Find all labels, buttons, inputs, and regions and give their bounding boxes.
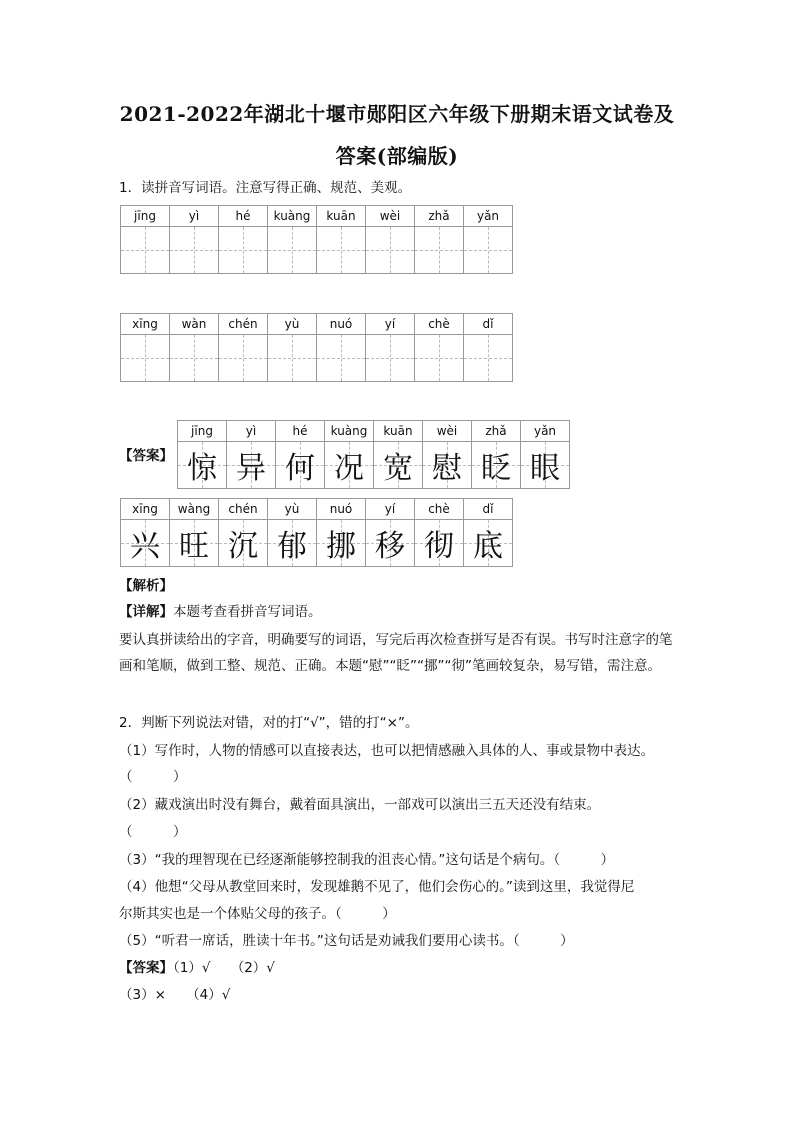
- explanation-paragraph: 要认真拼读给出的字音，明确要写的词语，写完后再次检查拼写是否有误。书写时注意字的笔画和笔顺，做到工整、规范、正确。本题“慰”“眨”“挪”“彻”笔画较复杂，易写错，需注意。: [119, 632, 673, 674]
- answer-cell: [178, 420, 227, 489]
- pinyin-label: wèi: [423, 421, 471, 442]
- pinyin-label: kuān: [317, 206, 365, 227]
- pinyin-label: wèi: [366, 206, 414, 227]
- document-title-line1: 2021-2022年湖北十堰市郧阳区六年级下册期末语文试卷及: [119, 102, 675, 126]
- answer-cell: [121, 498, 170, 567]
- analysis-label: 【解析】: [119, 578, 173, 594]
- pinyin-label: xīng: [121, 499, 169, 520]
- pinyin-label: yù: [268, 314, 316, 335]
- pinyin-label: chén: [219, 499, 267, 520]
- document-title-line2: 答案(部编版): [335, 144, 459, 168]
- grid-cell[interactable]: [415, 205, 464, 274]
- pinyin-label: jīng: [121, 206, 169, 227]
- q2-answer-line1: [119, 958, 275, 978]
- pinyin-label: chè: [415, 499, 463, 520]
- answer-character: 慰: [432, 451, 462, 486]
- answer-cell: [415, 498, 464, 567]
- pinyin-label: yù: [268, 499, 316, 520]
- grid-cell[interactable]: [219, 313, 268, 382]
- answer-cell: [366, 498, 415, 567]
- q2-item-4-line2: 尔斯其实也是一个体贴父母的孩子。（ ）: [119, 906, 396, 922]
- grid-cell[interactable]: [268, 205, 317, 274]
- q2-item-4-line1: （4）他想“父母从教堂回来时，发现雄鹅不见了，他们会伤心的。”读到这里，我觉得尼: [119, 879, 635, 895]
- blank-grid-row-2: [120, 313, 513, 382]
- answer-character: 眼: [530, 451, 560, 486]
- q2-answer-line2: （3）× （4）√: [119, 987, 231, 1003]
- pinyin-label: yǎn: [464, 206, 512, 227]
- answer-character: 挪: [326, 529, 356, 564]
- pinyin-label: chén: [219, 314, 267, 335]
- answer-cell: [317, 498, 366, 567]
- answer-grid-row-1: [177, 420, 570, 489]
- grid-cell[interactable]: [268, 313, 317, 382]
- pinyin-label: nuó: [317, 499, 365, 520]
- grid-cell[interactable]: [317, 205, 366, 274]
- pinyin-label: yí: [366, 499, 414, 520]
- answer-character: 眨: [481, 451, 511, 486]
- question-1-prompt: 1．读拼音写词语。注意写得正确、规范、美观。: [119, 180, 412, 196]
- pinyin-label: hé: [219, 206, 267, 227]
- pinyin-label: dǐ: [464, 314, 512, 335]
- grid-cell[interactable]: [317, 313, 366, 382]
- q2-item-1-blank[interactable]: （ ）: [119, 769, 187, 785]
- answer-character: 兴: [130, 529, 160, 564]
- q2-answer-values-1: （1）√ （2）√: [173, 960, 275, 976]
- pinyin-label: zhǎ: [472, 421, 520, 442]
- grid-cell[interactable]: [464, 205, 513, 274]
- pinyin-label: zhǎ: [415, 206, 463, 227]
- grid-cell[interactable]: [121, 313, 170, 382]
- answer-character: 移: [375, 529, 405, 564]
- pinyin-label: wàn: [170, 314, 218, 335]
- grid-cell[interactable]: [219, 205, 268, 274]
- grid-cell[interactable]: [415, 313, 464, 382]
- pinyin-label: yì: [170, 206, 218, 227]
- answer-cell: [276, 420, 325, 489]
- answer-cell: [464, 498, 513, 567]
- grid-cell[interactable]: [121, 205, 170, 274]
- q2-item-3: （3）“我的理智现在已经逐渐能够控制我的沮丧心情。”这句话是个病句。（ ）: [119, 852, 615, 868]
- grid-cell[interactable]: [170, 313, 219, 382]
- answer-cell: [170, 498, 219, 567]
- answer-cell: [472, 420, 521, 489]
- pinyin-label: nuó: [317, 314, 365, 335]
- pinyin-label: hé: [276, 421, 324, 442]
- answer-character: 旺: [179, 529, 209, 564]
- answer-character: 异: [236, 451, 266, 486]
- q2-item-2-blank[interactable]: （ ）: [119, 824, 187, 840]
- answer-character: 底: [473, 529, 503, 564]
- grid-cell[interactable]: [366, 205, 415, 274]
- answer-cell: [268, 498, 317, 567]
- answer-character: 郁: [277, 529, 307, 564]
- answer-character: 宽: [383, 451, 413, 486]
- pinyin-label: xīng: [121, 314, 169, 335]
- pinyin-label: wàng: [170, 499, 218, 520]
- q2-item-1: （1）写作时，人物的情感可以直接表达，也可以把情感融入具体的人、事或景物中表达。: [119, 743, 655, 759]
- answer-character: 惊: [187, 451, 217, 486]
- detail-line: [119, 602, 322, 622]
- pinyin-label: yǎn: [521, 421, 569, 442]
- grid-cell[interactable]: [366, 313, 415, 382]
- answer-cell: [325, 420, 374, 489]
- blank-grid-row-1: [120, 205, 513, 274]
- pinyin-label: chè: [415, 314, 463, 335]
- pinyin-label: jīng: [178, 421, 226, 442]
- answer-character: 沉: [228, 529, 258, 564]
- pinyin-label: dǐ: [464, 499, 512, 520]
- answer-character: 况: [334, 451, 364, 486]
- answer-label-q1: 【答案】: [119, 448, 173, 464]
- answer-cell: [423, 420, 472, 489]
- pinyin-label: kuàng: [325, 421, 373, 442]
- question-2-prompt: 2．判断下列说法对错，对的打“√”，错的打“×”。: [119, 715, 419, 731]
- answer-character: 彻: [424, 529, 454, 564]
- answer-cell: [521, 420, 570, 489]
- detail-label: 【详解】: [119, 604, 173, 620]
- answer-grid-row-2: [120, 498, 513, 567]
- grid-cell[interactable]: [464, 313, 513, 382]
- answer-cell: [227, 420, 276, 489]
- pinyin-label: kuàng: [268, 206, 316, 227]
- q2-item-2: （2）藏戏演出时没有舞台，戴着面具演出，一部戏可以演出三五天还没有结束。: [119, 797, 601, 813]
- pinyin-label: kuān: [374, 421, 422, 442]
- pinyin-label: yì: [227, 421, 275, 442]
- answer-character: 何: [285, 451, 315, 486]
- pinyin-label: yí: [366, 314, 414, 335]
- answer-label-q2: 【答案】: [119, 960, 173, 976]
- answer-cell: [219, 498, 268, 567]
- answer-cell: [374, 420, 423, 489]
- q2-item-5: （5）“听君一席话，胜读十年书。”这句话是劝诫我们要用心读书。（ ）: [119, 933, 574, 949]
- grid-cell[interactable]: [170, 205, 219, 274]
- detail-text: 本题考查看拼音写词语。: [173, 604, 322, 620]
